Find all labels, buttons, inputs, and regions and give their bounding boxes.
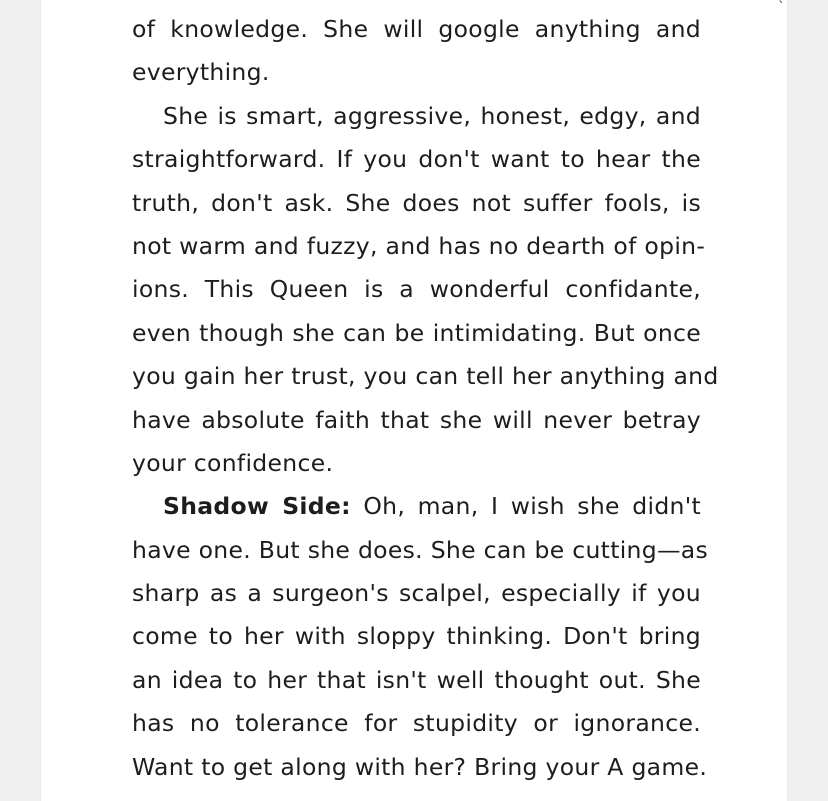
text-line: come to her with sloppy thinking. Don't bring xyxy=(132,622,701,651)
corner-mark: ` xyxy=(778,0,785,16)
text-line: your confidence. xyxy=(132,448,334,477)
page-text xyxy=(132,8,719,789)
text-line: has no tolerance for stupidity or ignorance. xyxy=(132,709,701,738)
text-line: straightforward. If you don't want to hear the xyxy=(132,145,701,174)
text-line: She is smart, aggressive, honest, edgy, and xyxy=(163,101,701,130)
text-line: truth, don't ask. She does not suffer fools, is xyxy=(132,188,701,217)
shadow-side-text: Oh, man, I wish she didn't xyxy=(350,492,702,521)
text-line: an idea to her that isn't well thought out. She xyxy=(132,665,701,694)
text-line: have absolute faith that she will never betray xyxy=(132,405,701,434)
text-line: you gain her trust, you can tell her anything and xyxy=(132,362,719,391)
text-line-shadow-side xyxy=(132,485,701,528)
text-line: ions. This Queen is a wonderful confidante, xyxy=(132,275,701,304)
text-line: have one. But she does. She can be cutting—as xyxy=(132,535,708,564)
shadow-side-label: Shadow Side: xyxy=(163,492,351,521)
text-line: sharp as a surgeon's scalpel, especially if you xyxy=(132,579,701,608)
text-line: Want to get along with her? Bring your A game. xyxy=(132,752,708,781)
text-line: not warm and fuzzy, and has no dearth of opin- xyxy=(132,231,706,260)
text-line: everything. xyxy=(132,58,270,87)
text-line: of knowledge. She will google anything and xyxy=(132,15,701,43)
text-line: even though she can be intimidating. But once xyxy=(132,318,701,347)
